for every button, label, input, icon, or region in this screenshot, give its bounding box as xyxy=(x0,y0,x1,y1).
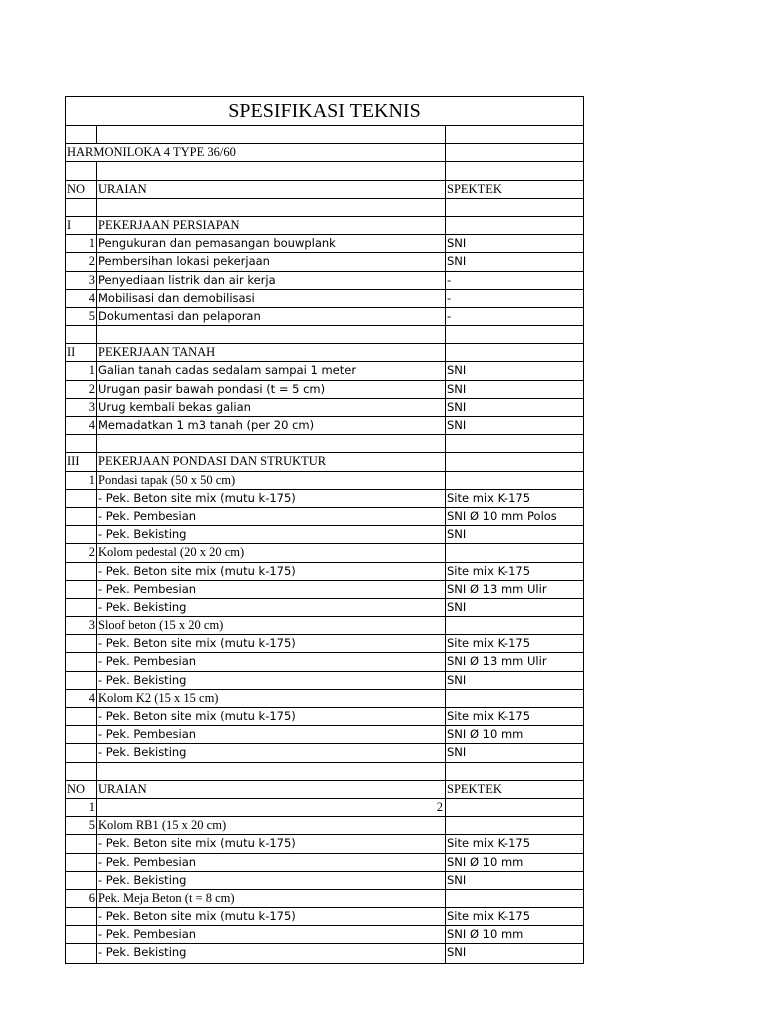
group-number: 1 xyxy=(66,472,97,489)
item-description: Urug kembali bekas galian xyxy=(97,399,446,416)
header-row xyxy=(66,181,583,199)
column-number: 2 xyxy=(97,799,446,816)
item-description: Galian tanah cadas sedalam sampai 1 meter xyxy=(97,362,446,379)
column-number-row xyxy=(66,799,583,817)
table-body xyxy=(66,217,583,963)
section-number: III xyxy=(66,453,97,470)
item-spec: SNI xyxy=(447,599,467,614)
item-description: - Pek. Beton site mix (mutu k-175) xyxy=(97,708,446,725)
item-description: - Pek. Bekisting xyxy=(97,599,446,616)
item-spec: SNI xyxy=(447,254,467,269)
section-title: PEKERJAAN TANAH xyxy=(97,344,446,361)
item-spec: - xyxy=(447,272,452,287)
empty-row xyxy=(66,162,583,180)
group-row xyxy=(66,817,583,835)
list-item xyxy=(66,235,583,253)
item-description: - Pek. Bekisting xyxy=(97,672,446,689)
item-spec: SNI xyxy=(447,418,467,432)
list-item xyxy=(66,362,583,380)
item-description: Penyediaan listrik dan air kerja xyxy=(97,272,446,289)
item-spec: Site mix K-175 xyxy=(447,836,531,851)
list-item xyxy=(66,672,583,690)
header-uraian: URAIAN xyxy=(97,181,446,198)
list-item xyxy=(66,399,583,417)
section-number: II xyxy=(66,344,97,361)
list-item xyxy=(66,726,583,744)
item-description: - Pek. Bekisting xyxy=(97,944,446,962)
list-item xyxy=(66,854,583,872)
item-spec: SNI xyxy=(447,872,467,887)
header-row xyxy=(66,781,583,799)
item-description: - Pek. Bekisting xyxy=(97,872,446,889)
item-spec: SNI Ø 10 mm xyxy=(447,727,524,742)
group-number: 4 xyxy=(66,690,97,707)
empty-row xyxy=(66,199,583,217)
item-spec: Site mix K-175 xyxy=(447,909,531,924)
list-item xyxy=(66,708,583,726)
empty-row xyxy=(66,326,583,344)
item-description: - Pek. Beton site mix (mutu k-175) xyxy=(97,490,446,507)
item-description: Urugan pasir bawah pondasi (t = 5 cm) xyxy=(97,381,446,398)
item-spec: SNI xyxy=(447,399,467,414)
list-item xyxy=(66,744,583,762)
item-description: - Pek. Bekisting xyxy=(97,526,446,543)
header-uraian: URAIAN xyxy=(97,781,446,798)
item-description: - Pek. Beton site mix (mutu k-175) xyxy=(97,835,446,852)
item-spec: SNI Ø 13 mm Ulir xyxy=(447,581,547,596)
header-spektek: SPEKTEK xyxy=(447,781,502,796)
item-number: 3 xyxy=(66,272,97,289)
group-number: 2 xyxy=(66,544,97,561)
item-description: - Pek. Beton site mix (mutu k-175) xyxy=(97,635,446,652)
header-no: NO xyxy=(66,181,97,198)
item-number: 4 xyxy=(66,290,97,307)
project-title: HARMONILOKA 4 TYPE 36/60 xyxy=(67,145,236,160)
group-title: Kolom K2 (15 x 15 cm) xyxy=(97,690,446,707)
section-row xyxy=(66,344,583,362)
empty-row xyxy=(66,126,583,144)
item-spec: SNI Ø 10 mm xyxy=(447,854,524,869)
item-description: - Pek. Pembesian xyxy=(97,926,446,943)
section-title: PEKERJAAN PERSIAPAN xyxy=(97,217,446,234)
group-row xyxy=(66,690,583,708)
group-title: Sloof beton (15 x 20 cm) xyxy=(97,617,446,634)
group-row xyxy=(66,472,583,490)
spec-table xyxy=(65,96,584,964)
list-item xyxy=(66,908,583,926)
item-spec: SNI xyxy=(447,363,467,378)
group-number: 5 xyxy=(66,817,97,834)
group-title: Pek. Meja Beton (t = 8 cm) xyxy=(97,890,446,907)
item-description: - Pek. Pembesian xyxy=(97,653,446,670)
list-item xyxy=(66,526,583,544)
item-description: Mobilisasi dan demobilisasi xyxy=(97,290,446,307)
list-item xyxy=(66,944,583,962)
group-title: Kolom pedestal (20 x 20 cm) xyxy=(97,544,446,561)
list-item xyxy=(66,653,583,671)
item-spec: - xyxy=(447,308,452,323)
item-number: 1 xyxy=(66,235,97,252)
item-number: 5 xyxy=(66,308,97,325)
item-description: - Pek. Beton site mix (mutu k-175) xyxy=(97,908,446,925)
group-title: Kolom RB1 (15 x 20 cm) xyxy=(97,817,446,834)
list-item xyxy=(66,490,583,508)
item-spec: SNI xyxy=(447,945,467,960)
header-spektek: SPEKTEK xyxy=(447,181,502,196)
item-number: 2 xyxy=(66,253,97,270)
section-row xyxy=(66,453,583,471)
group-row xyxy=(66,544,583,562)
page-title: SPESIFIKASI TEKNIS xyxy=(66,97,583,126)
item-spec: SNI Ø 10 mm Polos xyxy=(447,508,557,523)
list-item xyxy=(66,872,583,890)
list-item xyxy=(66,635,583,653)
section-number: I xyxy=(66,217,97,234)
list-item xyxy=(66,599,583,617)
item-description: Dokumentasi dan pelaporan xyxy=(97,308,446,325)
column-number: 1 xyxy=(66,799,97,816)
item-number: 4 xyxy=(66,417,97,434)
project-row xyxy=(66,144,583,162)
item-description: Pembersihan lokasi pekerjaan xyxy=(97,253,446,270)
list-item xyxy=(66,835,583,853)
list-item xyxy=(66,563,583,581)
item-spec: SNI xyxy=(447,745,467,760)
group-row xyxy=(66,890,583,908)
header-no: NO xyxy=(66,781,97,798)
group-row xyxy=(66,617,583,635)
item-description: - Pek. Pembesian xyxy=(97,581,446,598)
item-number: 2 xyxy=(66,381,97,398)
item-number: 1 xyxy=(66,362,97,379)
list-item xyxy=(66,926,583,944)
item-spec: SNI Ø 10 mm xyxy=(447,927,524,942)
item-description: - Pek. Pembesian xyxy=(97,726,446,743)
item-description: - Pek. Beton site mix (mutu k-175) xyxy=(97,563,446,580)
group-number: 3 xyxy=(66,617,97,634)
item-spec: Site mix K-175 xyxy=(447,709,531,723)
item-spec: Site mix K-175 xyxy=(447,563,531,578)
item-spec: SNI xyxy=(447,527,467,542)
empty-row xyxy=(66,763,583,781)
list-item xyxy=(66,508,583,526)
item-description: - Pek. Pembesian xyxy=(97,854,446,871)
group-title: Pondasi tapak (50 x 50 cm) xyxy=(97,472,446,489)
list-item xyxy=(66,581,583,599)
empty-row xyxy=(66,435,583,453)
item-spec: SNI xyxy=(447,672,467,687)
item-spec: Site mix K-175 xyxy=(447,490,531,505)
list-item xyxy=(66,290,583,308)
list-item xyxy=(66,272,583,290)
item-description: Pengukuran dan pemasangan bouwplank xyxy=(97,235,446,252)
section-title: PEKERJAAN PONDASI DAN STRUKTUR xyxy=(97,453,446,470)
item-description: - Pek. Bekisting xyxy=(97,744,446,761)
list-item xyxy=(66,253,583,271)
item-spec: SNI xyxy=(447,236,467,251)
group-number: 6 xyxy=(66,890,97,907)
item-spec: SNI Ø 13 mm Ulir xyxy=(447,654,547,669)
item-spec: - xyxy=(447,290,452,305)
list-item xyxy=(66,308,583,326)
item-description: - Pek. Pembesian xyxy=(97,508,446,525)
list-item xyxy=(66,381,583,399)
section-row xyxy=(66,217,583,235)
item-spec: Site mix K-175 xyxy=(447,636,531,651)
item-spec: SNI xyxy=(447,381,467,396)
item-description: Memadatkan 1 m3 tanah (per 20 cm) xyxy=(97,417,446,434)
item-number: 3 xyxy=(66,399,97,416)
list-item xyxy=(66,417,583,435)
